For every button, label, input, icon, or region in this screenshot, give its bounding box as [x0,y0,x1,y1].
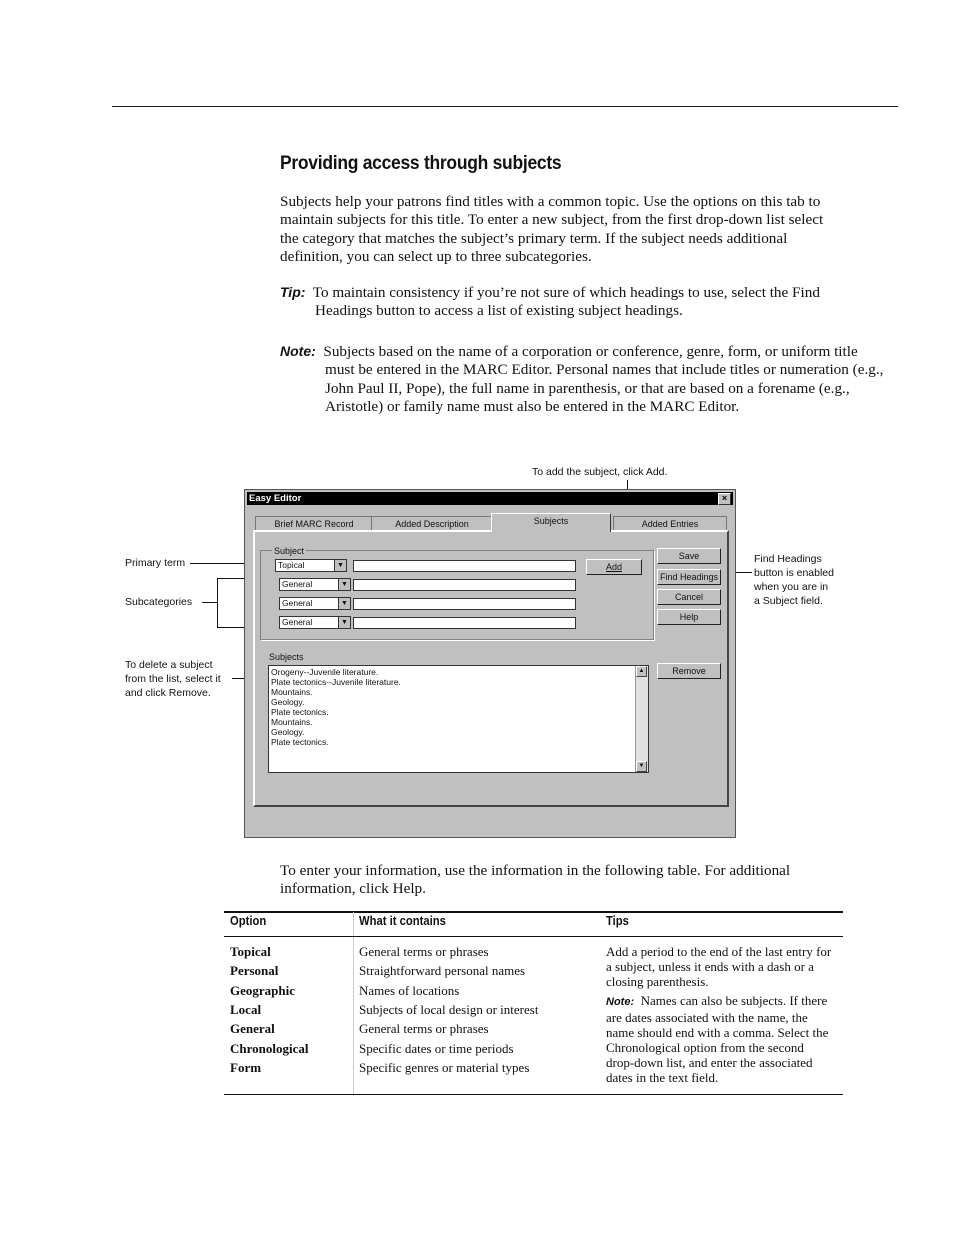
callout-primary-term: Primary term [125,557,186,569]
list-item[interactable]: Mountains. [271,687,313,697]
callout-delete: To delete a subject from the list, select it and click Remove. [125,659,221,699]
close-icon[interactable]: × [718,493,731,505]
table-row-option: Personal [230,963,279,978]
table-header-rule [224,936,843,937]
primary-term-value: Topical [278,560,305,570]
tip-label: Tip: [280,284,306,300]
scroll-down-icon[interactable]: ▼ [636,761,647,772]
add-button[interactable]: Add [586,559,642,575]
list-item[interactable]: Geology. [271,697,305,707]
list-item[interactable]: Mountains. [271,717,313,727]
callout-add: To add the subject, click Add. [532,466,668,478]
list-item[interactable]: Plate tectonics--Juvenile literature. [271,677,401,687]
table-row-contains: Specific dates or time periods [359,1041,514,1056]
callout-sub-bracket [217,578,218,628]
subcategory-select-3[interactable] [279,616,351,629]
table-row-option: General [230,1021,275,1036]
remove-button[interactable]: Remove [657,663,721,679]
table-row-option: Topical [230,944,271,959]
list-item[interactable]: Plate tectonics. [271,707,329,717]
subcategory-field-2[interactable] [353,598,576,610]
cancel-button[interactable]: Cancel [657,589,721,605]
easy-editor-dialog [244,489,736,838]
subcategory-field-3[interactable] [353,617,576,629]
note-text: Subjects based on the name of a corporation or conference, genre, form, or uniform title must be entered in the MARC Editor. Personal names that include titles or numeration (e.g., John Paul II, Pope), the full name in parenthesis, or that are based on a forename (e.g., Aristotle) or family name must also be entered in the MARC Editor. [323,343,884,416]
find-headings-button[interactable]: Find Headings [657,569,721,585]
list-item[interactable]: Geology. [271,727,305,737]
subcategory-select-1[interactable] [279,578,351,591]
list-item[interactable]: Orogeny--Juvenile literature. [271,667,379,677]
tab-added-description[interactable]: Added Description [371,516,493,531]
table-row-contains: Subjects of local design or interest [359,1002,539,1017]
subcategory-2-value: General [282,598,313,608]
table-top-rule [224,911,843,913]
callout-subcategories: Subcategories [125,596,193,608]
tab-added-entries[interactable]: Added Entries [613,516,727,531]
note-block [280,342,885,417]
table-row-contains: Specific genres or material types [359,1060,530,1075]
chevron-down-icon[interactable]: ▼ [338,617,350,628]
chevron-down-icon[interactable]: ▼ [334,560,346,571]
tab-brief-marc-record[interactable]: Brief MARC Record [255,516,373,531]
subject-group-label: Subject [274,546,305,556]
help-button[interactable]: Help [657,609,721,625]
list-scrollbar[interactable] [635,666,648,772]
tip-block [280,283,875,321]
tips-note-label: Note: [606,996,635,1008]
dialog-titlebar [247,492,733,505]
note-label: Note: [280,343,316,359]
table-row-option: Geographic [230,983,295,998]
header-tips: Tips [606,914,629,928]
table-row-contains: General terms or phrases [359,944,489,959]
primary-term-field[interactable] [353,560,576,572]
table-row-option: Chronological [230,1041,309,1056]
callout-sub-line [202,602,218,603]
tips-note [606,993,834,1085]
table-column-separator [353,912,354,1096]
subjects-list-label: Subjects [269,652,304,662]
tab-subjects[interactable]: Subjects [491,513,611,532]
primary-term-select[interactable] [275,559,347,572]
subcategory-field-1[interactable] [353,579,576,591]
after-dialog-paragraph: To enter your information, use the information in the following table. For additional information, click Help. [280,862,791,898]
subjects-list[interactable] [268,665,649,773]
table-row-contains: Straightforward personal names [359,963,526,978]
list-item[interactable]: Plate tectonics. [271,737,329,747]
section-heading: Providing access through subjects [280,153,562,174]
save-button[interactable]: Save [657,548,721,564]
subcategory-select-2[interactable] [279,597,351,610]
tips-text: Add a period to the end of the last entry for a subject, unless it ends with a dash or a closing parenthesis. [606,944,832,989]
table-row-contains: General terms or phrases [359,1021,489,1036]
dialog-title: Easy Editor [249,493,302,504]
table-row-option: Local [230,1002,262,1017]
chevron-down-icon[interactable]: ▼ [338,579,350,590]
subcategory-1-value: General [282,579,313,589]
table-bottom-rule [224,1094,843,1095]
callout-find-headings: Find Headings button is enabled when you are in a Subject field. [754,553,834,607]
table-row-option: Form [230,1060,262,1075]
chevron-down-icon[interactable]: ▼ [338,598,350,609]
tip-text: To maintain consistency if you’re not sure of which headings to use, select the Find Headings button to access a list of existing subject headings. [312,284,820,320]
subcategory-3-value: General [282,617,313,627]
table-row-contains: Names of locations [359,983,460,998]
scroll-up-icon[interactable]: ▲ [636,666,647,677]
tips-note-text: Names can also be subjects. If there are dates associated with the name, the name should end with a comma. Select the Chronological option from the second drop-down list, and enter the associated dates in the text field. [606,993,829,1085]
header-option: Option [230,914,267,928]
intro-paragraph: Subjects help your patrons find titles with a common topic. Use the options on this tab to maintain subjects for this title. To enter a new subject, from the first drop-down list select the category that matches the subject’s primary term. If the subject needs additional definition, you can select up to three subcategories. [280,193,824,266]
header-what-it-contains: What it contains [359,914,446,928]
top-rule [112,106,898,107]
